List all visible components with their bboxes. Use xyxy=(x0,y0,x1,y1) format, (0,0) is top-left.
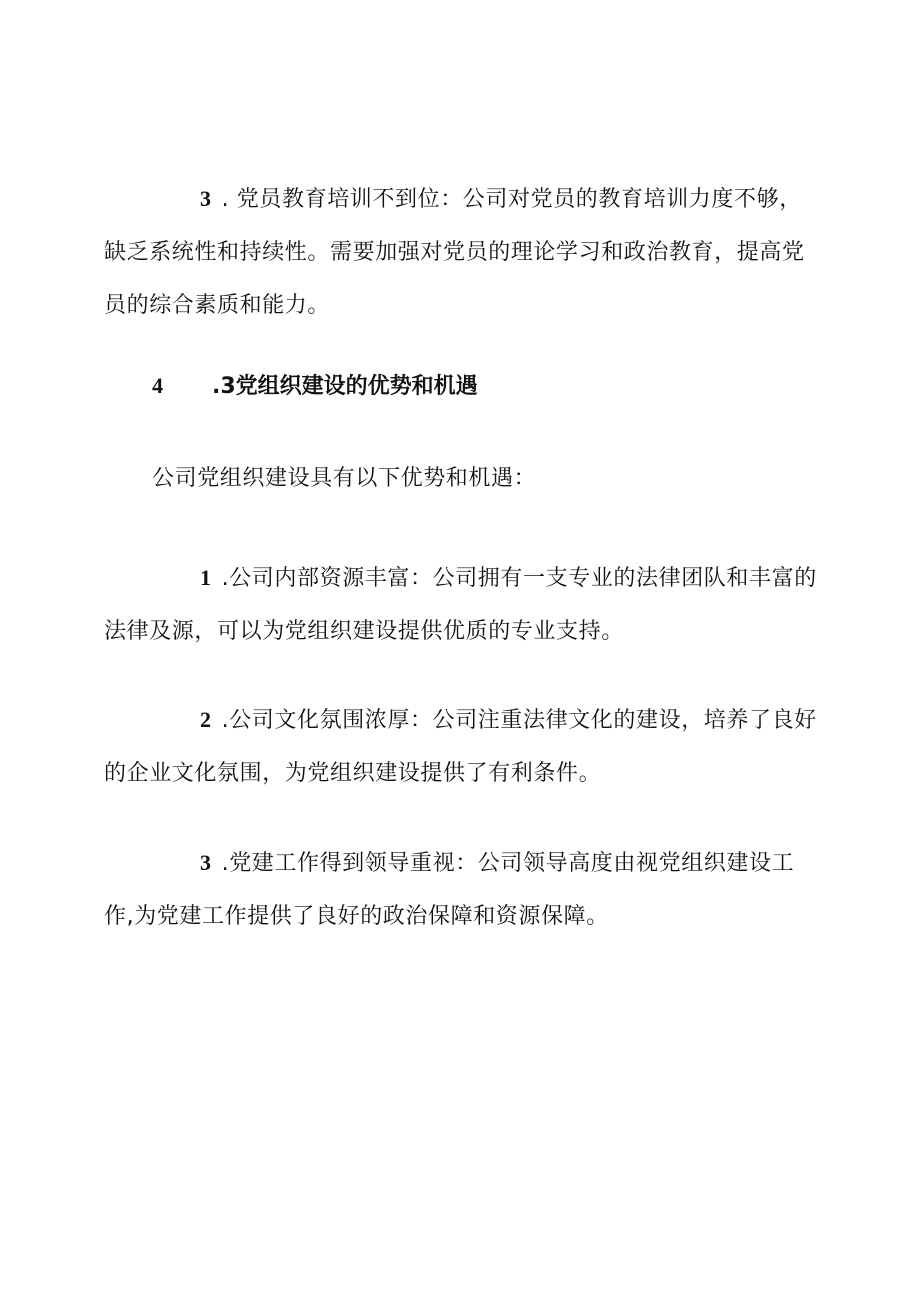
item-text: .公司内部资源丰富：公司拥有一支专业的法律团队和丰富的法律及源，可以为党组织建设提供优质的专业支持。 xyxy=(104,566,817,644)
item-number: 3 xyxy=(200,850,212,875)
item-number: 2 xyxy=(200,707,212,732)
paragraph-training-issue xyxy=(104,172,820,332)
section-number: 4 xyxy=(152,373,163,398)
item-text: .党建工作得到领导重视：公司领导高度由视党组织建设工作,为党建工作提供了良好的政治保障和资源保障。 xyxy=(104,851,795,929)
item-text: . 党员教育培训不到位：公司对党员的教育培训力度不够，缺乏系统性和持续性。需要加强对党员的理论学习和政治教育，提高党员的综合素质和能力。 xyxy=(104,187,805,318)
section-heading xyxy=(152,366,478,407)
item-number: 3 xyxy=(200,186,212,211)
item-number: 1 xyxy=(200,565,212,590)
section-title: .3党组织建设的优势和机遇 xyxy=(212,374,478,399)
item-text: .公司文化氛围浓厚：公司注重法律文化的建设，培养了良好的企业文化氛围，为党组织建设提供了有利条件。 xyxy=(104,708,817,786)
advantage-item-3 xyxy=(104,836,820,943)
advantage-item-2 xyxy=(104,693,820,800)
advantage-item-1 xyxy=(104,551,820,658)
intro-paragraph: 公司党组织建设具有以下优势和机遇： xyxy=(152,466,537,491)
